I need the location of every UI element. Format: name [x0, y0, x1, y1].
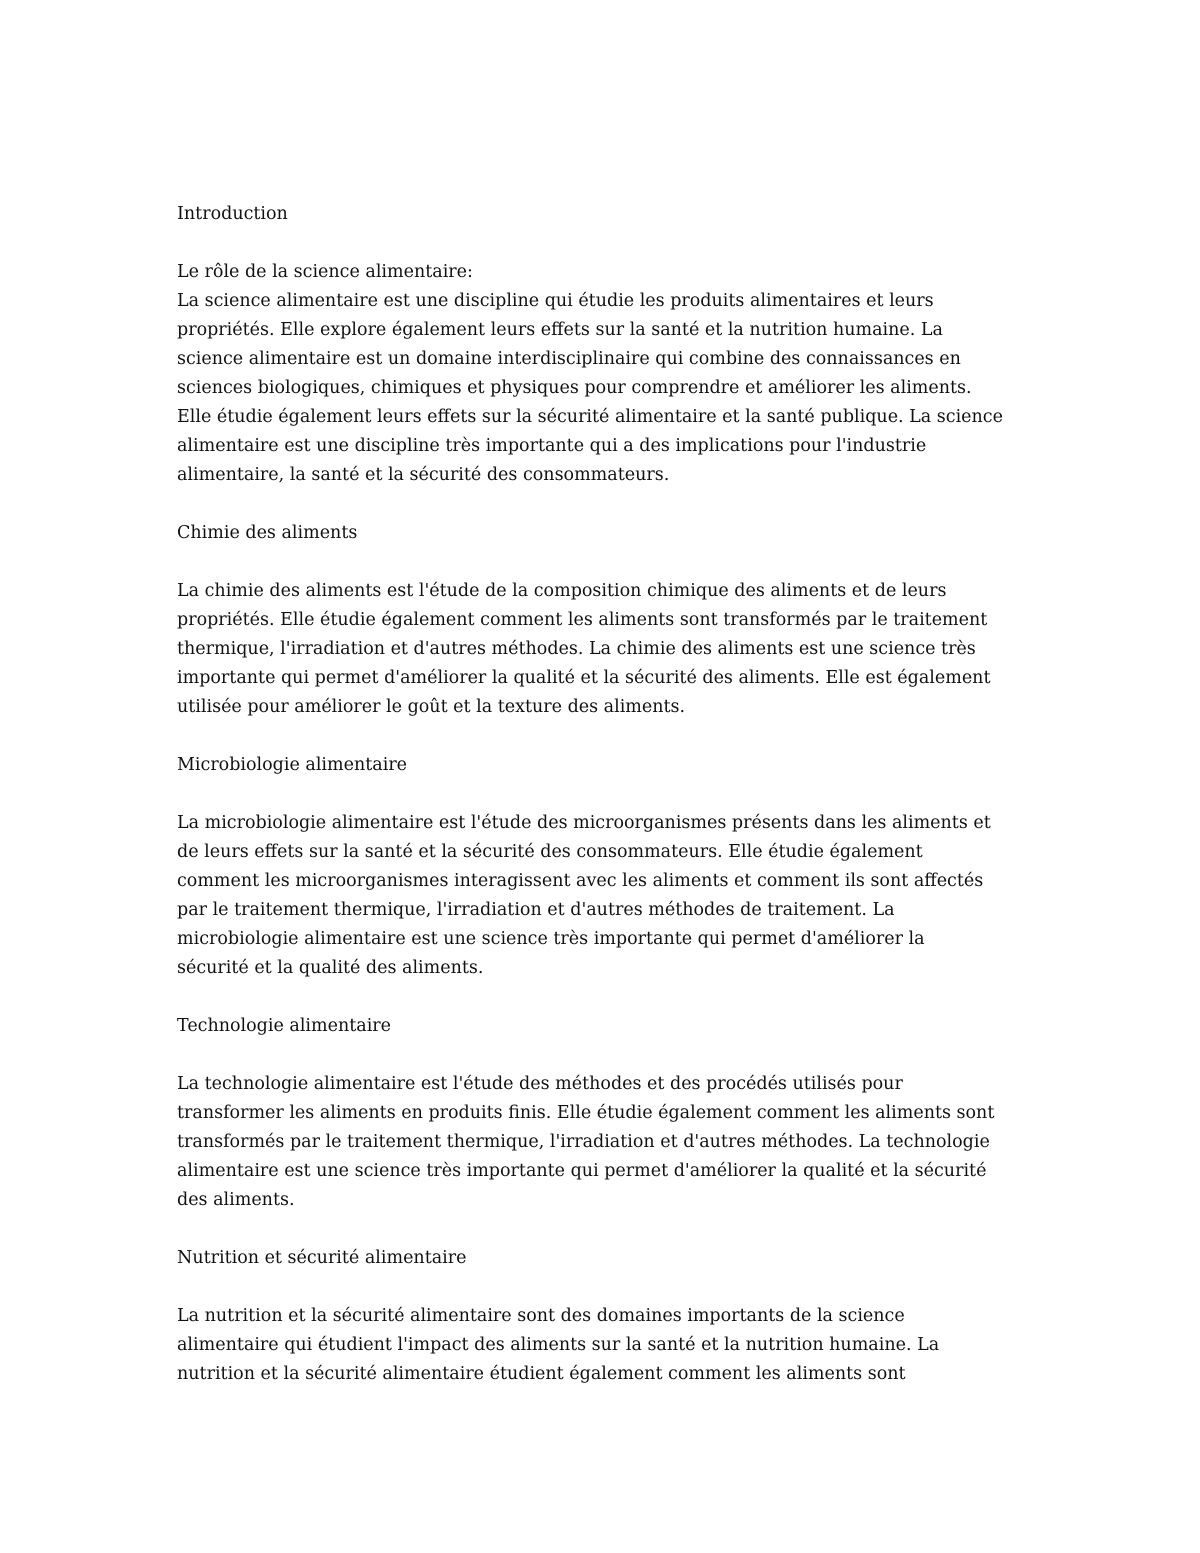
heading-introduction: Introduction: [177, 204, 288, 224]
paragraph-microbiologie: [177, 809, 1027, 983]
paragraph-line: propriétés. Elle explore également leurs effets sur la santé et la nutrition humaine. La: [177, 320, 943, 340]
paragraph-line: La science alimentaire est une discipline qui étudie les produits alimentaires et leurs: [177, 291, 934, 311]
paragraph-line: propriétés. Elle étudie également comment les aliments sont transformés par le traitement: [177, 610, 988, 630]
paragraph-line: utilisée pour améliorer le goût et la texture des aliments.: [177, 697, 686, 717]
heading-technologie: Technologie alimentaire: [177, 1016, 392, 1036]
spacer: [177, 490, 1027, 519]
spacer: [177, 983, 1027, 1012]
spacer: [177, 1041, 1027, 1070]
paragraph-line: par le traitement thermique, l'irradiation et d'autres méthodes de traitement. La: [177, 900, 895, 920]
paragraph-line: thermique, l'irradiation et d'autres méthodes. La chimie des aliments est une science très: [177, 639, 976, 659]
paragraph-chimie: [177, 577, 1027, 722]
heading-chimie: Chimie des aliments: [177, 523, 358, 543]
paragraph-line: transformés par le traitement thermique, l'irradiation et d'autres méthodes. La technologie: [177, 1132, 990, 1152]
spacer: [177, 780, 1027, 809]
paragraph-technologie: [177, 1070, 1027, 1215]
paragraph-line: La microbiologie alimentaire est l'étude des microorganismes présents dans les aliments et: [177, 813, 991, 833]
paragraph-line: sécurité et la qualité des aliments.: [177, 958, 484, 978]
paragraph-line: importante qui permet d'améliorer la qualité et la sécurité des aliments. Elle est également: [177, 668, 991, 688]
paragraph-role: [177, 287, 1027, 490]
spacer: [177, 1215, 1027, 1244]
paragraph-line: transformer les aliments en produits finis. Elle étudie également comment les aliments sont: [177, 1103, 995, 1123]
paragraph-line: La nutrition et la sécurité alimentaire sont des domaines importants de la science: [177, 1306, 905, 1326]
paragraph-line: des aliments.: [177, 1190, 295, 1210]
paragraph-line: alimentaire, la santé et la sécurité des consommateurs.: [177, 465, 670, 485]
paragraph-line: La chimie des aliments est l'étude de la composition chimique des aliments et de leurs: [177, 581, 947, 601]
spacer: [177, 229, 1027, 258]
paragraph-line: alimentaire qui étudient l'impact des aliments sur la santé et la nutrition humaine. La: [177, 1335, 940, 1355]
paragraph-nutrition: [177, 1302, 1027, 1389]
heading-nutrition: Nutrition et sécurité alimentaire: [177, 1248, 467, 1268]
paragraph-line: science alimentaire est un domaine interdisciplinaire qui combine des connaissances en: [177, 349, 961, 369]
document-body: [177, 200, 1027, 1389]
paragraph-line: alimentaire est une science très importante qui permet d'améliorer la qualité et la sécurité: [177, 1161, 987, 1181]
heading-microbiologie: Microbiologie alimentaire: [177, 755, 408, 775]
paragraph-line: nutrition et la sécurité alimentaire étudient également comment les aliments sont: [177, 1364, 906, 1384]
paragraph-line: microbiologie alimentaire est une science très importante qui permet d'améliorer la: [177, 929, 925, 949]
heading-role: Le rôle de la science alimentaire:: [177, 262, 473, 282]
paragraph-line: sciences biologiques, chimiques et physiques pour comprendre et améliorer les aliments.: [177, 378, 972, 398]
paragraph-line: de leurs effets sur la santé et la sécurité des consommateurs. Elle étudie également: [177, 842, 923, 862]
spacer: [177, 548, 1027, 577]
spacer: [177, 1273, 1027, 1302]
paragraph-line: La technologie alimentaire est l'étude des méthodes et des procédés utilisés pour: [177, 1074, 903, 1094]
paragraph-line: alimentaire est une discipline très importante qui a des implications pour l'industrie: [177, 436, 927, 456]
paragraph-line: Elle étudie également leurs effets sur la sécurité alimentaire et la santé publique. La science: [177, 407, 1003, 427]
spacer: [177, 722, 1027, 751]
paragraph-line: comment les microorganismes interagissent avec les aliments et comment ils sont affectés: [177, 871, 984, 891]
